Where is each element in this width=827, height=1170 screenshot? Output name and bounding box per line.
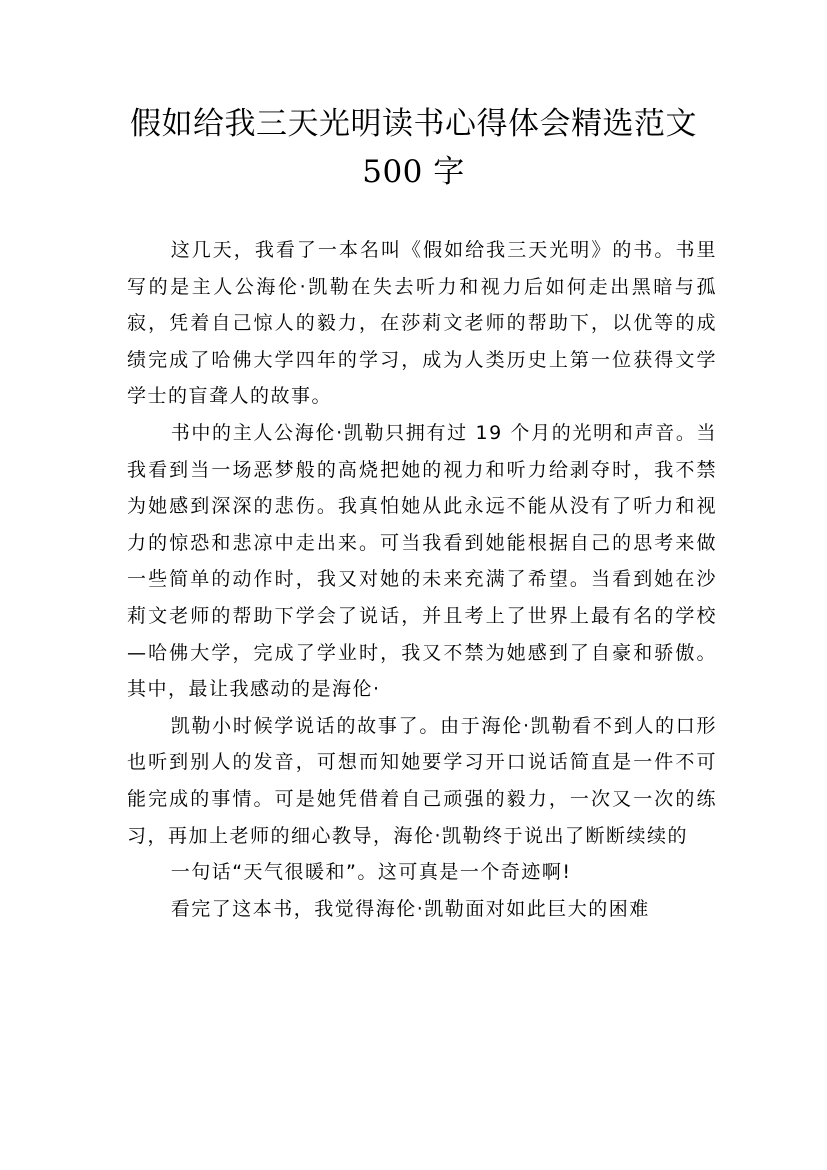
paragraph: 书中的主人公海伦·凯勒只拥有过 19 个月的光明和声音。当我看到当一场恶梦般的高烧把她的视力和听力给剥夺时，我不禁为她感到深深的悲伤。我真怕她从此永远不能从没有了听力和视力的惊恐和悲凉中走出来。可当我看到她能根据自己的思考来做一些简单的动作时，我又对她的未来充满了希望。当看到她在沙莉文老师的帮助下学会了说话，并且考上了世界上最有名的学校—哈佛大学，完成了学业时，我又不禁为她感到了自豪和骄傲。其中，最让我感动的是海伦· [127, 421, 717, 701]
paragraph: 一句话“天气很暖和”。这可真是一个奇迹啊! [170, 861, 572, 884]
title-line-2: 500 字 [362, 154, 465, 190]
document-body [127, 232, 717, 927]
document-title [80, 100, 747, 196]
paragraph: 这几天，我看了一本名叫《假如给我三天光明》的书。书里写的是主人公海伦·凯勒在失去听力和视力后如何走出黑暗与孤寂，凭着自己惊人的毅力，在莎莉文老师的帮助下，以优等的成绩完成了哈佛大学四年的学习，成为人类历史上第一位获得文学学士的盲聋人的故事。 [127, 239, 717, 408]
paragraph: 凯勒小时候学说话的故事了。由于海伦·凯勒看不到人的口形也听到别人的发音，可想而知她要学习开口说话简直是一件不可能完成的事情。可是她凭借着自己顽强的毅力，一次又一次的练习，再加上老师的细心教导，海伦·凯勒终于说出了断断续续的 [127, 714, 717, 847]
paragraph: 看完了这本书，我觉得海伦·凯勒面对如此巨大的困难 [170, 897, 650, 920]
title-line-1: 假如给我三天光明读书心得体会精选范文 [130, 106, 697, 142]
